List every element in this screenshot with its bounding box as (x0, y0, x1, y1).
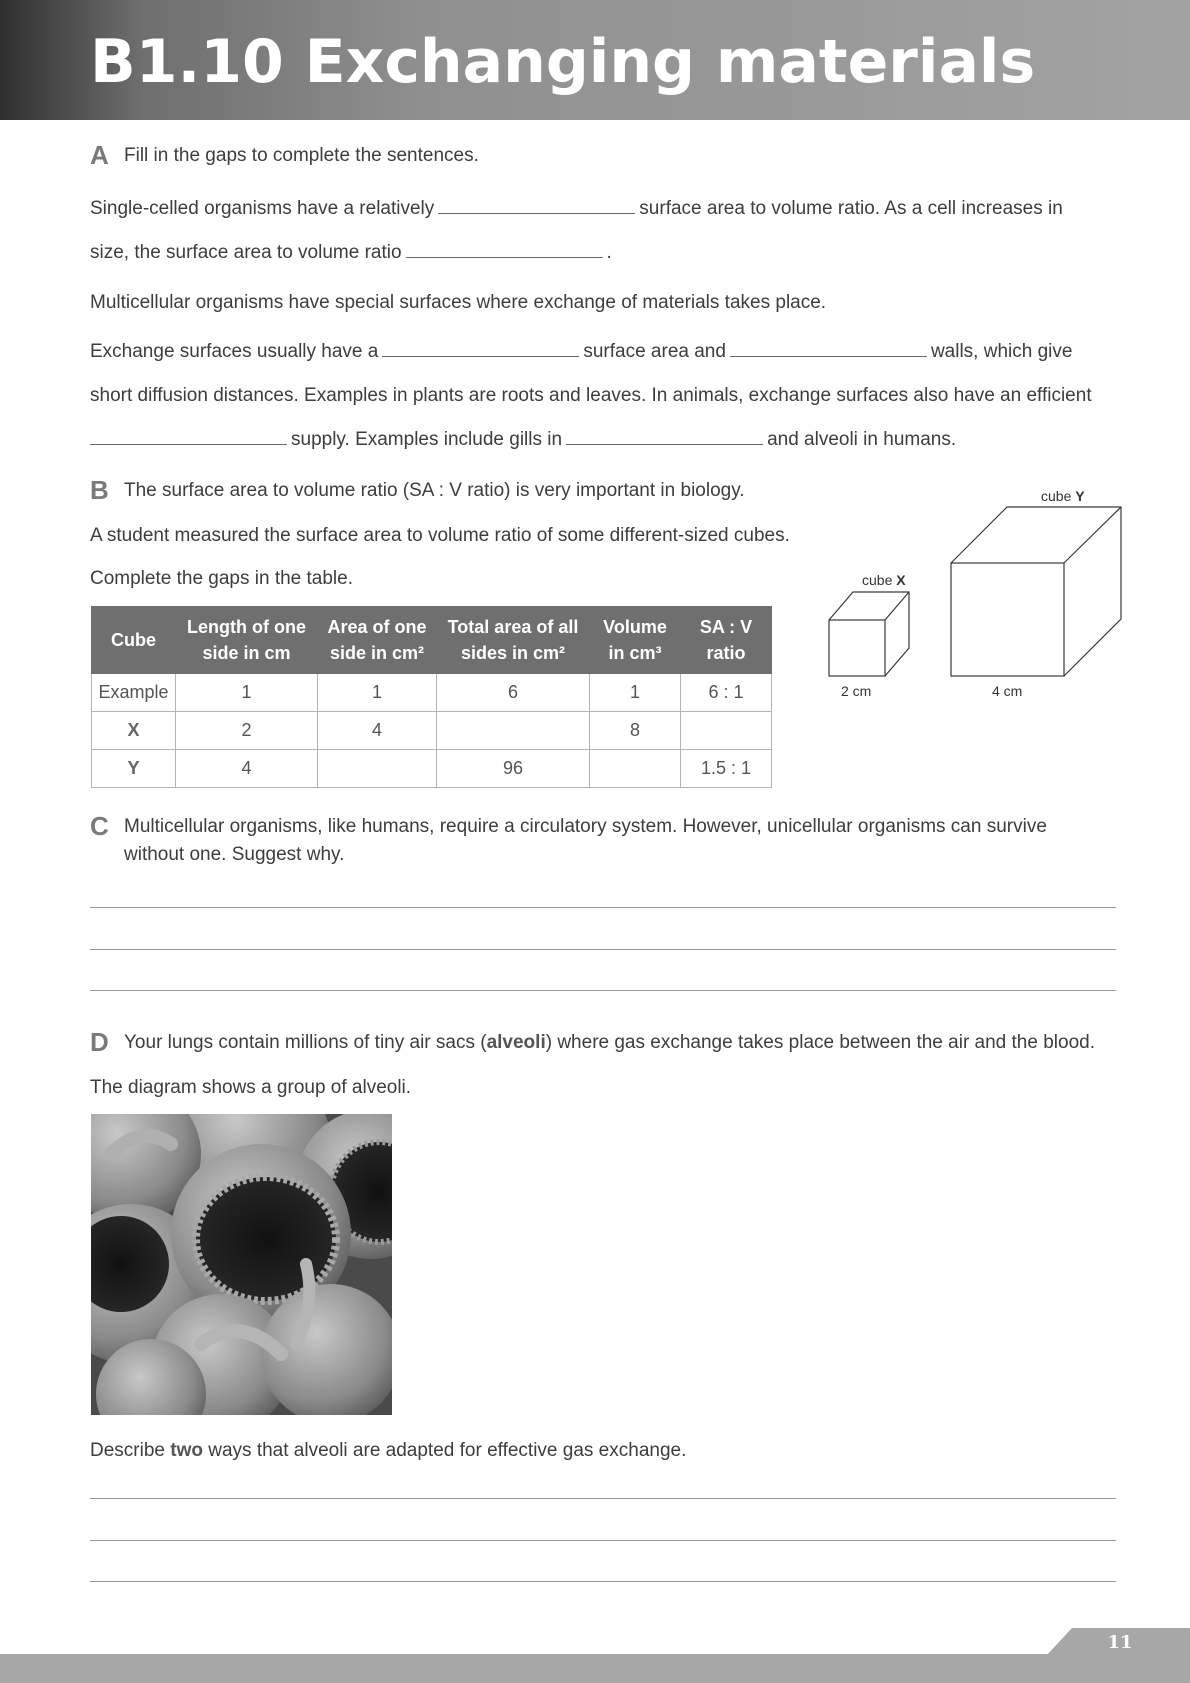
table-cell: 8 (590, 712, 681, 750)
page-title: B1.10 Exchanging materials (90, 27, 1036, 97)
header-total-area (437, 607, 590, 674)
cube-x-front (829, 620, 885, 676)
text-span: Describe (90, 1440, 171, 1461)
cube-y-front (951, 563, 1064, 676)
answer-line[interactable] (90, 990, 1116, 991)
section-a-letter: A (90, 140, 109, 170)
label-text: cube (1041, 488, 1072, 504)
section-d-question (90, 1440, 686, 1463)
section-d-line-2: The diagram shows a group of alveoli. (90, 1077, 412, 1098)
table-cell: 1.5 : 1 (681, 750, 772, 788)
table-row (92, 674, 772, 712)
header-text: ratio (706, 643, 746, 663)
table-cell: 6 (437, 674, 590, 712)
header-length (176, 607, 318, 674)
section-a-sentence-1 (90, 198, 1063, 221)
cube-x-size: 2 cm (841, 683, 872, 699)
table-header-row (92, 607, 772, 674)
header-text: side in cm² (329, 643, 425, 663)
label-text: cube (862, 572, 893, 588)
fill-gap-1[interactable] (438, 199, 635, 214)
answer-line[interactable] (90, 1581, 1116, 1582)
table-cell: Example (92, 674, 176, 712)
answer-line[interactable] (90, 907, 1116, 908)
cube-x-back (829, 592, 909, 676)
footer-bar (0, 1654, 1190, 1683)
table-cell: X (92, 712, 176, 750)
table-cell: 4 (176, 750, 318, 788)
bold-term: alveoli (486, 1032, 546, 1053)
section-b-line-2: A student measured the surface area to volume ratio of some different-sized cubes. (90, 525, 790, 546)
answer-line[interactable] (90, 1498, 1116, 1499)
header-text: SA : V (699, 616, 753, 637)
table-row (92, 750, 772, 788)
text-span: . (606, 242, 612, 263)
text-span: Your lungs contain millions of tiny air sacs ( (124, 1032, 487, 1053)
section-b-line-3: Complete the gaps in the table. (90, 568, 354, 589)
fill-gap-2[interactable] (406, 243, 603, 258)
table-cell: 6 : 1 (681, 674, 772, 712)
answer-line[interactable] (90, 949, 1116, 950)
section-b-intro: The surface area to volume ratio (SA : V ratio) is very important in biology. (124, 480, 745, 501)
answer-line[interactable] (90, 1540, 1116, 1541)
table-cell: Y (92, 750, 176, 788)
header-text: Length of one (187, 616, 306, 637)
text-span: Exchange surfaces usually have a (90, 341, 379, 362)
header-text: Total area of all (447, 616, 579, 637)
table-cell-blank[interactable] (318, 750, 437, 788)
table-cell-blank[interactable] (590, 750, 681, 788)
text-span: surface area to volume ratio. As a cell increases in (639, 198, 1063, 219)
cube-y-size: 4 cm (992, 683, 1023, 699)
table-cell: 1 (176, 674, 318, 712)
header-text: side in cm (202, 643, 291, 663)
section-d-letter: D (90, 1027, 109, 1057)
text-span: Single-celled organisms have a relatively (90, 198, 435, 219)
alveoli-illustration (91, 1114, 392, 1415)
text-span: surface area and (583, 341, 726, 362)
header-volume (590, 607, 681, 674)
header-area-one-side (318, 607, 437, 674)
fill-gap-5[interactable] (90, 430, 287, 445)
alveoli-image (91, 1114, 392, 1415)
table-cell: 4 (318, 712, 437, 750)
cube-x-label (862, 572, 906, 588)
header-text: sides in cm² (460, 643, 566, 663)
section-a-sentence-2 (90, 242, 612, 265)
table-cell: 96 (437, 750, 590, 788)
text-span: size, the surface area to volume ratio (90, 242, 402, 263)
fill-gap-4[interactable] (730, 342, 927, 357)
header-text: in cm³ (608, 643, 662, 663)
section-a-sentence-6 (86, 429, 956, 452)
section-a-sentence-4 (90, 341, 1072, 364)
section-c-line-2: without one. Suggest why. (124, 844, 345, 865)
table-row (92, 712, 772, 750)
table-cell: 2 (176, 712, 318, 750)
section-a-sentence-5: short diffusion distances. Examples in plants are roots and leaves. In animals, exchange surfaces also have an efficient (90, 385, 1092, 406)
text-span: supply. Examples include gills in (291, 429, 563, 450)
sa-volume-table (91, 606, 772, 788)
section-c-letter: C (90, 811, 109, 841)
page-header (0, 0, 1190, 120)
section-d-line-1 (124, 1032, 1095, 1055)
cube-diagram (820, 480, 1140, 710)
cube-y-label (1041, 488, 1085, 504)
text-span: ways that alveoli are adapted for effective gas exchange. (202, 1440, 687, 1461)
cube-drawing (820, 480, 1140, 710)
text-span: walls, which give (930, 341, 1073, 362)
section-c-line-1: Multicellular organisms, like humans, require a circulatory system. However, unicellular organisms can survive (124, 816, 1047, 837)
header-text: Cube (111, 629, 156, 650)
header-text: Volume (603, 616, 667, 637)
text-span: and alveoli in humans. (767, 429, 957, 450)
page-number: 11 (1107, 1632, 1133, 1653)
table-cell: 1 (590, 674, 681, 712)
text-span: ) where gas exchange takes place between the air and the blood. (545, 1032, 1095, 1053)
header-cube (92, 607, 176, 674)
section-a-sentence-3: Multicellular organisms have special surfaces where exchange of materials takes place. (90, 292, 827, 313)
label-letter: X (896, 572, 906, 588)
label-letter: Y (1075, 488, 1085, 504)
section-b-letter: B (90, 475, 109, 505)
fill-gap-6[interactable] (566, 430, 763, 445)
table-cell: 1 (318, 674, 437, 712)
table-cell-blank[interactable] (437, 712, 590, 750)
table-cell-blank[interactable] (681, 712, 772, 750)
section-a-instruction: Fill in the gaps to complete the sentences. (124, 145, 479, 166)
fill-gap-3[interactable] (382, 342, 579, 357)
bold-term: two (170, 1440, 203, 1461)
header-ratio (681, 607, 772, 674)
header-text: Area of one (327, 616, 427, 637)
